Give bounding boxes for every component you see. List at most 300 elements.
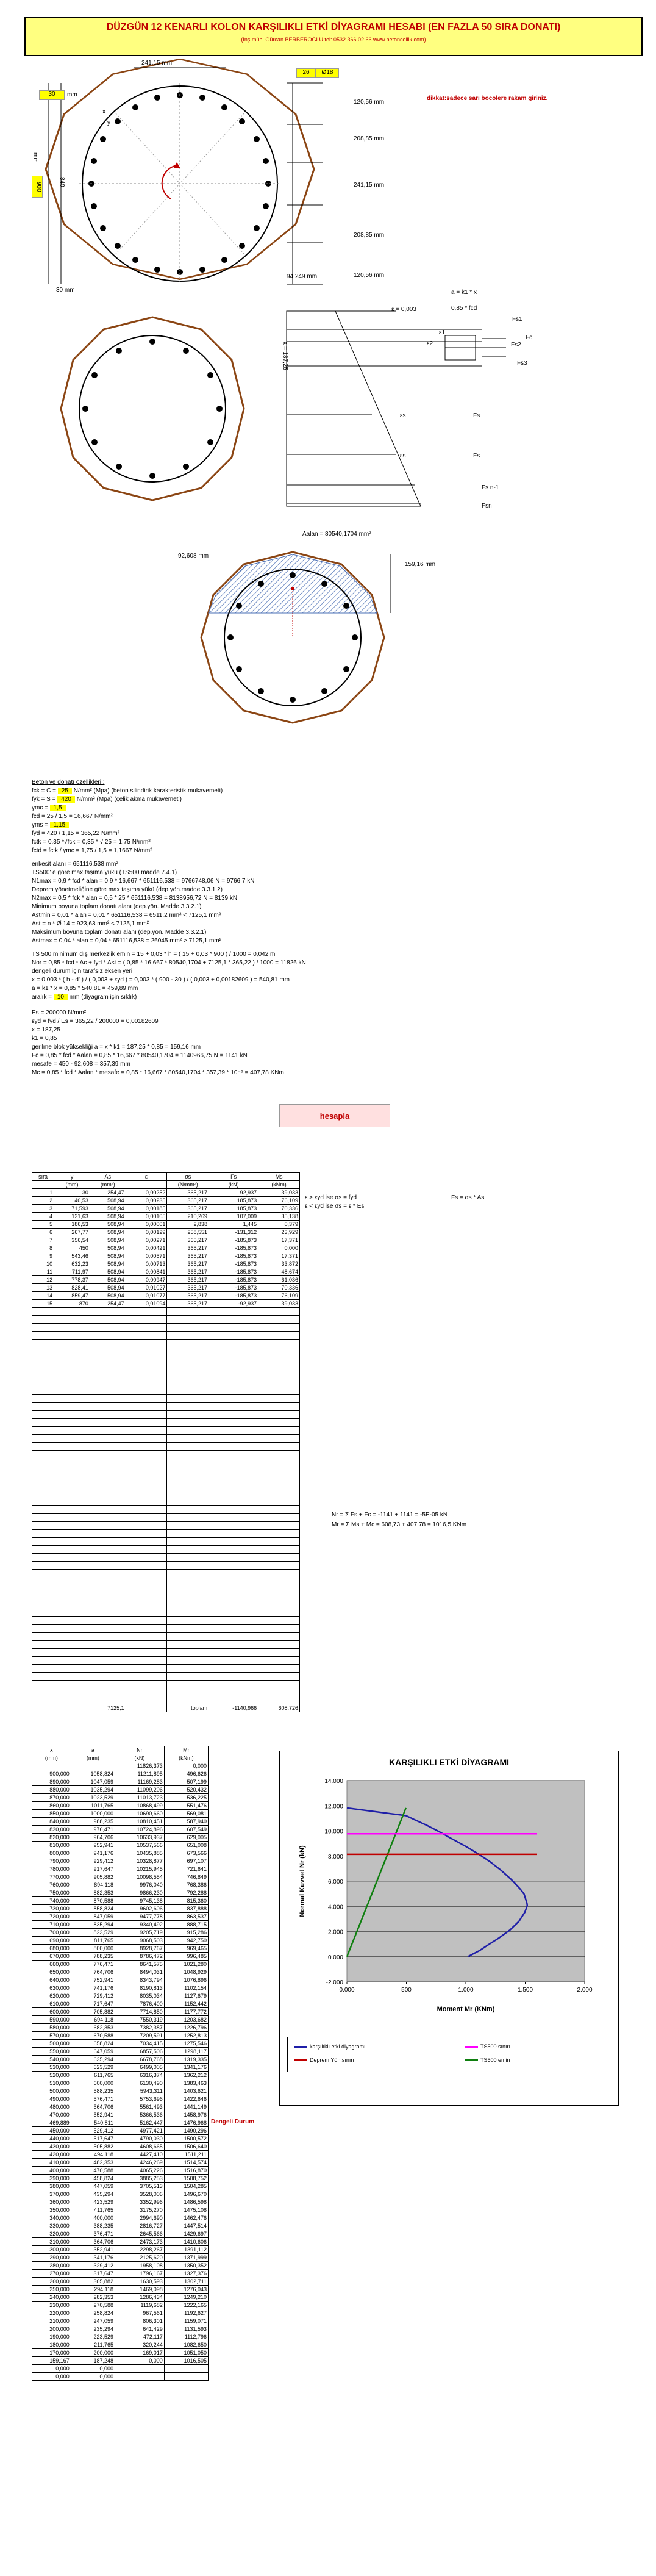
nm-cell: 811,765 [71,1937,115,1945]
nm-cell: 752,941 [71,1976,115,1984]
col-header: Ms [258,1173,300,1181]
fyd-row: fyd = 420 / 1,15 = 365,22 N/mm² [32,830,119,837]
table-cell [32,1649,54,1657]
nm-cell: 423,529 [71,2198,115,2206]
nm-cell: 1023,529 [71,1794,115,1802]
fs-label-2: Fs [473,453,480,459]
table-cell [32,1665,54,1673]
nm-cell: 647,059 [71,2048,115,2056]
depth-label [405,561,435,568]
nm-cell: 2473,173 [115,2238,165,2246]
nm-cell: 682,353 [71,2024,115,2032]
fctd-row: fctd = fctk / γmc = 1,75 / 1,5 = 1,1667 N/mm² [32,847,152,854]
nm-cell: 5753,696 [115,2095,165,2103]
table-cell [90,1458,126,1466]
table-cell: 107,009 [209,1213,258,1221]
nm-cell: 760,000 [32,1881,71,1889]
table-row [32,1363,300,1371]
compression-zone-drawing [183,546,402,729]
x-tick-label: 2.000 [577,1987,593,1993]
fyk-input[interactable]: 420 [57,796,75,803]
cover-input[interactable]: 30 [39,90,65,100]
nm-cell: 840,000 [32,1818,71,1826]
chart-legend [287,2037,611,2072]
table-row [32,1609,300,1617]
table-cell [54,1435,90,1443]
right-dim-4-unit: mm [374,232,385,239]
diameter-input[interactable]: 900 [32,176,43,198]
right-dim-5-value: 120,56 [354,272,373,279]
table-cell [90,1387,126,1395]
aralik-input[interactable]: 10 [54,994,68,1000]
nm-col-unit: (mm) [71,1754,115,1762]
table-cell [90,1665,126,1673]
table-cell [126,1538,167,1546]
nm-cell: 587,940 [164,1818,208,1826]
nm-cell: 9745,138 [115,1897,165,1905]
table-cell [167,1371,209,1379]
nm-cell: 350,000 [32,2206,71,2214]
nm-cell: 1276,043 [164,2286,208,2294]
nm-cell: 580,000 [32,2024,71,2032]
nm-cell: 7714,850 [115,2008,165,2016]
nm-row [32,2103,209,2111]
table-row [32,1538,300,1546]
table-cell [167,1482,209,1490]
nm-cell: 640,000 [32,1976,71,1984]
nm-row [32,2302,209,2309]
table-row [32,1562,300,1570]
nm-row [32,2135,209,2143]
table-cell [167,1570,209,1577]
table-cell [54,1490,90,1498]
table-cell [126,1593,167,1601]
table-cell: 365,217 [167,1292,209,1300]
table-cell [54,1514,90,1522]
table-cell: 71,593 [54,1205,90,1213]
nm-cell: 1504,285 [164,2183,208,2190]
nm-cell: 551,476 [164,1802,208,1810]
table-cell [90,1363,126,1371]
nm-cell: 1350,352 [164,2262,208,2270]
nm-cell: 6678,768 [115,2056,165,2064]
nm-cell: 11826,373 [115,1762,165,1770]
nm-cell: 496,626 [164,1770,208,1778]
area-row: enkesit alanı = 651116,538 mm² [32,861,118,867]
nm-cell: 850,000 [32,1810,71,1818]
table-cell: 508,94 [90,1229,126,1236]
table-row [32,1474,300,1482]
nm-row [32,2222,209,2230]
nm-cell: 1127,679 [164,1992,208,2000]
table-cell: 0,01077 [126,1292,167,1300]
table-cell: 40,53 [54,1197,90,1205]
table-cell [126,1577,167,1585]
table-row [32,1585,300,1593]
nm-row [32,2365,209,2373]
asmax-row: Astmax = 0,04 * alan = 0,04 * 651116,538 = 26045 mm² > 7125,1 mm² [32,938,221,944]
nm-cell: 1252,813 [164,2032,208,2040]
table-cell [32,1514,54,1522]
table-row [32,1244,300,1252]
nm-cell: 764,706 [71,1968,115,1976]
nm-row [32,2024,209,2032]
table-cell: -185,873 [209,1292,258,1300]
table-cell [167,1411,209,1419]
table-cell [32,1403,54,1411]
table-cell [126,1324,167,1332]
table-cell [54,1498,90,1506]
eps2-label: ε2 [427,340,433,347]
nm-cell [32,1762,71,1770]
x-tick-label: 1.500 [517,1987,533,1993]
table-cell: 859,47 [54,1292,90,1300]
nm-cell: 1286,434 [115,2294,165,2302]
chart-title: KARŞILIKLI ETKİ DİYAGRAMI [388,1757,510,1767]
nm-row [32,2286,209,2294]
nm-row [32,2016,209,2024]
gms-input[interactable]: 1,15 [50,822,69,828]
strain-label: a = k1 * x [451,289,477,296]
table-cell [32,1324,54,1332]
nm-row [32,1937,209,1945]
table-cell [209,1379,258,1387]
nm-row [32,1778,209,1786]
table-row [32,1522,300,1530]
table-cell [90,1379,126,1387]
table-cell [32,1458,54,1466]
nm-cell: 258,824 [71,2309,115,2317]
table-row [32,1252,300,1260]
table-cell [258,1419,300,1427]
table-cell [126,1411,167,1419]
nm-cell: 1203,682 [164,2016,208,2024]
table-cell [90,1395,126,1403]
table-cell [126,1427,167,1435]
calculate-button[interactable]: hesapla [279,1104,390,1127]
bar-diameter-input[interactable]: Ø18 [316,68,339,78]
table-cell [167,1355,209,1363]
table-cell: -185,873 [209,1268,258,1276]
table-cell [90,1435,126,1443]
nm-row [32,2000,209,2008]
table-cell: 365,217 [167,1244,209,1252]
nm-cell: 300,000 [32,2246,71,2254]
nm-row [32,1857,209,1865]
total-cell: -1140,966 [209,1704,258,1712]
table-cell [90,1657,126,1665]
table-cell [32,1443,54,1451]
nm-cell: 8786,472 [115,1953,165,1961]
nm-row [32,2309,209,2317]
fck-input[interactable]: 25 [58,788,72,794]
nm-cell: 700,000 [32,1929,71,1937]
table-cell: 365,217 [167,1260,209,1268]
nm-cell: 658,824 [71,2040,115,2048]
eps-s-label-1: εs [400,412,406,419]
interaction-chart-panel [279,1751,619,2106]
nm-cell: 792,288 [164,1889,208,1897]
col-header: ε [126,1173,167,1181]
table-cell [258,1332,300,1340]
nm-cell: 1508,752 [164,2175,208,2183]
table-row [32,1673,300,1681]
table-cell [90,1419,126,1427]
table-cell [90,1443,126,1451]
table-cell [32,1554,54,1562]
table-cell [126,1625,167,1633]
table-cell [32,1506,54,1514]
table-row [32,1458,300,1466]
table-cell [167,1387,209,1395]
gms-row [32,821,519,830]
table-cell: 365,217 [167,1276,209,1284]
nm-cell: 863,537 [164,1913,208,1921]
table-cell [167,1577,209,1585]
legend-item-ts500-limit [465,2043,510,2050]
table-cell: 450 [54,1244,90,1252]
table-row [32,1498,300,1506]
table-row [32,1625,300,1633]
table-cell: 0,00129 [126,1229,167,1236]
table-cell [126,1649,167,1657]
chart-svg [280,1770,617,2032]
nm-row [32,2159,209,2167]
table-cell [209,1577,258,1585]
nm-row [32,2175,209,2183]
table-cell [167,1403,209,1411]
table-cell: 365,217 [167,1236,209,1244]
fyk-desc: N/mm² (Mpa) (çelik akma mukavemeti) [76,796,182,803]
nm-cell: 6130,490 [115,2079,165,2087]
nm-cell: 4065,226 [115,2167,165,2175]
table-cell [54,1506,90,1514]
table-row [32,1435,300,1443]
table-cell [209,1419,258,1427]
table-cell [209,1625,258,1633]
table-cell [167,1443,209,1451]
nm-row [32,2040,209,2048]
nm-cell: 317,647 [71,2270,115,2278]
table-cell: 365,217 [167,1189,209,1197]
table-cell [54,1340,90,1347]
table-row [32,1451,300,1458]
table-cell [258,1577,300,1585]
nm-cell: 190,000 [32,2333,71,2341]
table-cell: 0,00713 [126,1260,167,1268]
table-cell [126,1466,167,1474]
table-cell [90,1609,126,1617]
table-cell [126,1435,167,1443]
table-cell [167,1332,209,1340]
page-subtitle: (İnş.müh. Gürcan BERBEROĞLU tel: 0532 366 02 66 www.betonceliik.com) [241,37,426,43]
total-cell [126,1704,167,1712]
dengeli-row: dengeli durum için tarafsız eksen yeri [32,968,133,975]
table-cell [209,1546,258,1554]
nm-cell: 200,000 [71,2349,115,2357]
nm-cell: 380,000 [32,2183,71,2190]
nm-cell: 280,000 [32,2262,71,2270]
bar-count-input[interactable]: 26 [296,68,316,78]
nor-row: Nor = 0,85 * fcd * Ac + fyd * Ast = ( 0,85 * 16,667 * 80540,1704 + 7125,1 * 365,22 ) / 1000 = 11826 kN [32,960,306,966]
nm-row [32,1770,209,1778]
corner-unit: mm [307,273,318,280]
fsn-label: Fsn [482,503,492,509]
nm-cell: 729,412 [71,1992,115,2000]
y-tick-label: 0.000 [327,1954,343,1961]
nm-cell: 1000,000 [71,1810,115,1818]
table-cell [32,1593,54,1601]
nm-row [32,2278,209,2286]
table-cell [126,1347,167,1355]
nm-row [32,1968,209,1976]
nm-cell: 830,000 [32,1826,71,1834]
strain-rule-1: ε > εyd ise σs = fyd [305,1194,357,1201]
nm-cell: 4608,665 [115,2143,165,2151]
top-width-unit: mm [162,60,173,66]
table-row [32,1324,300,1332]
table-row [32,1355,300,1363]
table-cell [126,1355,167,1363]
table-cell [54,1593,90,1601]
table-cell: 356,54 [54,1236,90,1244]
nm-row [32,1897,209,1905]
table-cell [90,1403,126,1411]
table-cell [54,1546,90,1554]
nm-cell: 1511,211 [164,2151,208,2159]
nm-row [32,1802,209,1810]
table-cell [90,1347,126,1355]
table-cell [32,1585,54,1593]
nm-cell: 720,000 [32,1913,71,1921]
table-cell [32,1522,54,1530]
table-cell [209,1371,258,1379]
chord-unit: mm [198,553,209,559]
gerilme-row: gerilme blok yüksekliği a = x * k1 = 187,25 * 0,85 = 159,16 mm [32,1044,201,1050]
k1-row: k1 = 0,85 [32,1035,57,1042]
table-cell [258,1482,300,1490]
table-cell: 4 [32,1213,54,1221]
table-cell [167,1585,209,1593]
table-cell [167,1316,209,1324]
es-row: Es = 200000 N/mm² [32,1010,87,1016]
nm-row [32,2064,209,2072]
table-cell [209,1673,258,1681]
table-row [32,1657,300,1665]
table-cell: 508,94 [90,1197,126,1205]
nm-cell: 447,059 [71,2183,115,2190]
table-cell: 61,036 [258,1276,300,1284]
table-cell [54,1681,90,1688]
table-cell [209,1570,258,1577]
table-cell [209,1316,258,1324]
right-dim-1-unit: mm [374,99,385,106]
nm-cell: 10868,499 [115,1802,165,1810]
table-cell [54,1443,90,1451]
nm-cell: 1076,896 [164,1976,208,1984]
nm-cell: 900,000 [32,1770,71,1778]
right-dim-3-unit: mm [374,182,385,188]
legend-item-ts500-emin [465,2057,510,2063]
table-cell [167,1427,209,1435]
table-cell [209,1681,258,1688]
nm-cell: 1058,824 [71,1770,115,1778]
nm-cell: 835,294 [71,1921,115,1929]
right-dim-4 [354,232,384,239]
table-cell [209,1649,258,1657]
nm-cell: 1458,976 [164,2111,208,2119]
table-cell: 76,109 [258,1292,300,1300]
table-cell [167,1490,209,1498]
table-cell [209,1347,258,1355]
nm-row [32,2048,209,2056]
table-row [32,1236,300,1244]
table-cell: 0,01027 [126,1284,167,1292]
nm-cell: 11013,723 [115,1794,165,1802]
table-cell: -185,873 [209,1244,258,1252]
nm-cell: 611,765 [71,2072,115,2079]
nm-cell [115,2373,165,2381]
table-cell: 258,551 [167,1229,209,1236]
nm-cell: 210,000 [32,2317,71,2325]
table-cell: 0,01094 [126,1300,167,1308]
table-cell [90,1625,126,1633]
legend-swatch [465,2046,478,2048]
table-row [32,1641,300,1649]
nm-cell: 420,000 [32,2151,71,2159]
table-cell [54,1308,90,1316]
nm-cell: 540,000 [32,2056,71,2064]
nm-col-header: a [71,1746,115,1754]
nm-cell: 7876,400 [115,2000,165,2008]
table-row [32,1696,300,1704]
nm-cell: 1298,117 [164,2048,208,2056]
table-cell: 508,94 [90,1205,126,1213]
nm-cell: 0,000 [71,2373,115,2381]
table-cell [209,1538,258,1546]
table-cell [209,1498,258,1506]
nm-cell: 10810,451 [115,1818,165,1826]
table-cell: 267,77 [54,1229,90,1236]
nm-cell: 1958,108 [115,2262,165,2270]
table-cell [90,1427,126,1435]
nm-cell: 180,000 [32,2341,71,2349]
table-row [32,1577,300,1585]
sum-m-row: Mr = Σ Ms + Mc = 608,73 + 407,78 = 1016,5 KNm [332,1521,467,1528]
nm-cell [164,2373,208,2381]
nm-row [32,2333,209,2341]
depth-unit: mm [425,561,436,568]
nm-row [32,2143,209,2151]
nm-cell: 1475,108 [164,2206,208,2214]
nm-row [32,2357,209,2365]
table-cell [90,1673,126,1681]
table-cell [32,1601,54,1609]
table-cell [209,1506,258,1514]
nm-cell: 3352,996 [115,2198,165,2206]
nm-cell: 858,824 [71,1905,115,1913]
table-cell [126,1316,167,1324]
nm-cell: 1035,294 [71,1786,115,1794]
nm-cell: 740,000 [32,1897,71,1905]
gmc-input[interactable]: 1,5 [50,805,66,811]
table-cell [209,1474,258,1482]
nm-cell: 1630,593 [115,2278,165,2286]
nm-cell: 170,000 [32,2349,71,2357]
table-cell [32,1633,54,1641]
nm-cell: 10724,896 [115,1826,165,1834]
fctk-row: fctk = 0,35 *√fck = 0,35 * √ 25 = 1,75 N/mm² [32,839,151,845]
